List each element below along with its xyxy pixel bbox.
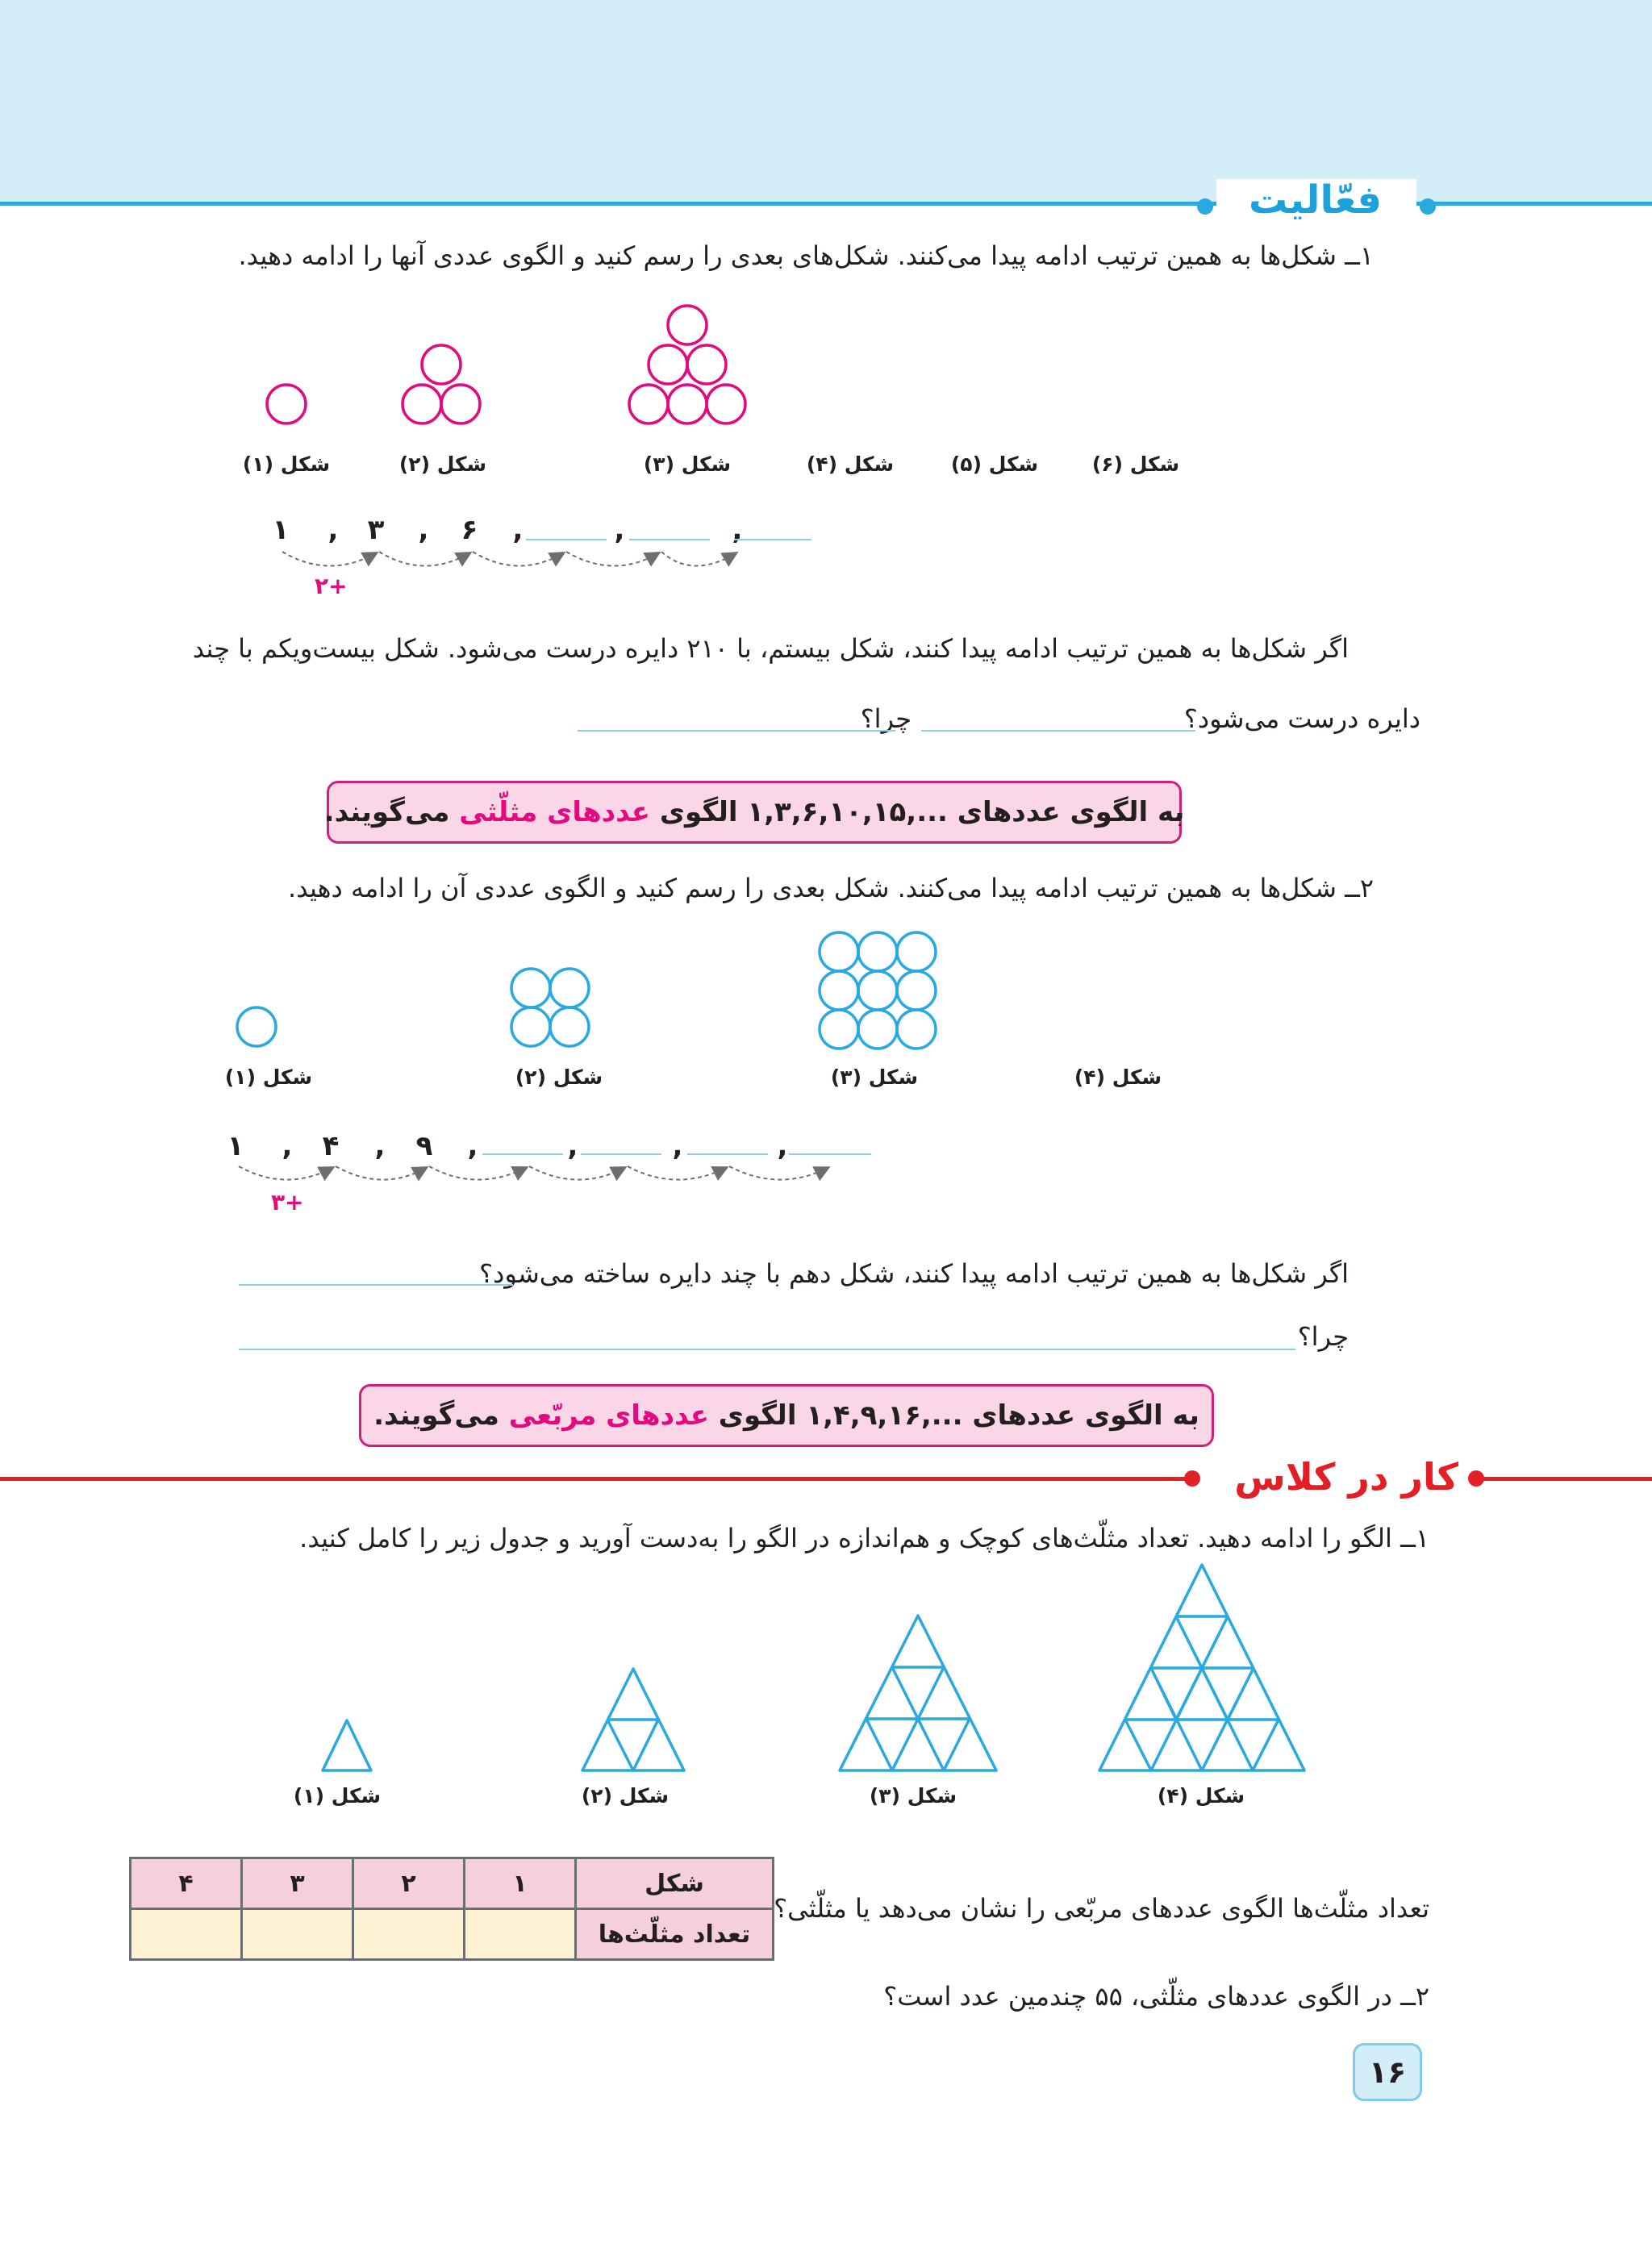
step-arrow [729,1166,828,1180]
definition-suffix: می‌گویند. [373,1399,499,1432]
step-arrow [529,1166,624,1180]
table-header-cell: ۳ [242,1858,353,1909]
sequence-comma: , [614,514,625,546]
table-answer-cell[interactable] [242,1909,353,1960]
triangle-fig1 [323,1720,371,1770]
circle-fig3 [820,932,858,971]
figure-label: شکل (۶) [1091,452,1180,476]
circle-fig3 [858,932,897,971]
circle-fig2 [550,1007,589,1046]
activity-q1-figures [0,298,1652,444]
figure-label: شکل (۳) [643,452,732,476]
classwork-q1-instruction: ۱ــ الگو را ادامه دهید. تعداد مثلّث‌های کوچک و هم‌اندازه در الگو را به‌دست آورید و جدول زیر را کامل کنید. [299,1523,1429,1553]
figure-label: شکل (۳) [830,1065,919,1089]
activity-q2-arrows [0,1153,1652,1202]
sequence-value: ۹ [415,1130,433,1162]
step-arrow [336,1166,426,1180]
table-answer-cell[interactable] [353,1909,465,1960]
table-answer-cell[interactable] [131,1909,242,1960]
step-hint: +۳ [271,1189,304,1216]
circle-fig3 [707,385,745,423]
table-header-cell: ۲ [353,1858,465,1909]
sequence-comma: , [327,514,339,546]
answer-blank[interactable] [239,1284,513,1286]
classwork-q2: ۲ــ در الگوی عددهای مثلّثی، ۵۵ چندمین عدد است؟ [883,1981,1429,2012]
figure-label: شکل (۴) [806,452,895,476]
answer-blank[interactable] [239,1349,1295,1350]
sequence-value: ۱ [272,514,290,546]
step-arrow [282,552,376,566]
sequence-comma: , [282,1130,293,1162]
triangle-fig4-inner [1125,1616,1279,1770]
step-arrow [239,1166,332,1180]
circle-fig3 [858,971,897,1010]
circle-fig2 [511,1007,550,1046]
sequence-value: ۳ [367,514,385,546]
figure-label: شکل (۱) [293,1784,382,1808]
circle-fig1 [237,1007,276,1046]
sequence-comma: , [467,1130,478,1162]
step-arrow [566,552,658,566]
table-answer-cell[interactable] [465,1909,576,1960]
circle-fig3 [820,971,858,1010]
figure-label: شکل (۱) [224,1065,313,1089]
sequence-comma: , [567,1130,578,1162]
table-header-cell: ۱ [465,1858,576,1909]
activity-q2-instruction: ۲ــ شکل‌ها به همین ترتیب ادامه پیدا می‌کنند. شکل بعدی را رسم کنید و الگوی عددی آن را ادامه دهید. [288,873,1374,903]
classwork-triangle-figures [0,1553,1652,1795]
circle-fig2 [511,969,550,1007]
sequence-comma: , [512,514,524,546]
circle-fig3 [897,971,936,1010]
activity-q1-instruction: ۱ــ شکل‌ها به همین ترتیب ادامه پیدا می‌کنند. شکل‌های بعدی را رسم کنید و الگوی عددی آنها را ادامه دهید. [238,240,1374,271]
activity-title: فعّالیت [1249,177,1382,223]
figure-label: شکل (۵) [950,452,1039,476]
triangular-definition [323,781,1185,844]
classwork-q1-question: تعداد مثلّث‌ها الگوی عددهای مربّعی را نشان می‌دهد یا مثلّثی؟ [774,1893,1429,1924]
step-arrow [473,552,563,566]
circle-fig1 [267,385,306,423]
circle-fig2 [422,345,461,384]
definition-highlight: عددهای مثلّثی [459,796,650,828]
triangle-fig3 [840,1616,996,1770]
classwork-dot-right [1468,1470,1484,1487]
step-arrow [429,1166,526,1180]
figure-label: شکل (۴) [1074,1065,1162,1089]
definition-prefix: به الگوی عددهای ...,۱,۳,۶,۱۰,۱۵ الگوی [659,796,1185,828]
circle-fig2 [441,385,480,423]
header-band [0,0,1652,203]
triangle-count-table [129,1857,774,1961]
definition-prefix: به الگوی عددهای ...,۱,۴,۹,۱۶ الگوی [718,1399,1199,1432]
activity-q2-figures [0,919,1652,1065]
step-hint: +۲ [315,573,348,599]
sequence-comma: , [418,514,429,546]
circle-fig3 [897,932,936,971]
activity-q1-question-line2: دایره درست می‌شود؟ [1183,703,1420,734]
answer-blank[interactable] [578,730,895,732]
page-number: ۱۶ [1353,2043,1422,2101]
title-dot-right [1420,198,1436,215]
triangle-fig3-inner [866,1667,970,1770]
circle-fig3 [629,385,668,423]
sequence-comma: , [732,514,743,546]
circle-fig3 [897,1010,936,1049]
activity-q2-question: اگر شکل‌ها به همین ترتیب ادامه پیدا کنند، شکل دهم با چند دایره ساخته می‌شود؟ [479,1258,1349,1289]
circle-fig3 [649,345,687,384]
circle-fig3 [668,306,707,344]
figure-label: شکل (۲) [581,1784,670,1808]
table-row-header: تعداد مثلّث‌ها [576,1909,774,1960]
why-label: چرا؟ [860,703,912,734]
figure-label: شکل (۴) [1157,1784,1245,1808]
definition-highlight: عددهای مربّعی [508,1399,709,1432]
sequence-comma: , [672,1130,683,1162]
sequence-value: ۴ [322,1130,340,1162]
step-arrow [628,1166,726,1180]
step-arrow [661,552,736,566]
circle-fig3 [858,1010,897,1049]
figure-label: شکل (۱) [242,452,331,476]
sequence-comma: , [777,1130,788,1162]
answer-blank[interactable] [921,730,1195,732]
circle-fig2 [403,385,441,423]
classwork-dot-left [1184,1470,1200,1487]
square-definition [359,1384,1214,1447]
circle-fig2 [550,969,589,1007]
figure-label: شکل (۳) [869,1784,957,1808]
triangle-fig2-inner [607,1720,658,1770]
figure-label: شکل (۲) [515,1065,603,1089]
title-dot-left [1197,198,1213,215]
classwork-title: کار در کلاس [1234,1455,1458,1499]
table-header-cell: شکل [576,1858,774,1909]
activity-q1-arrows [0,540,1652,589]
circle-fig3 [687,345,726,384]
sequence-value: ۱ [227,1130,244,1162]
sequence-comma: , [374,1130,386,1162]
definition-suffix: می‌گویند. [323,796,450,828]
activity-q1-question-line1: اگر شکل‌ها به همین ترتیب ادامه پیدا کنند، شکل بیستم، با ۲۱۰ دایره درست می‌شود. شکل بیست‌ویکم با چند [192,633,1349,664]
step-arrow [379,552,469,566]
circle-fig3 [668,385,707,423]
circle-fig3 [820,1010,858,1049]
table-header-cell: ۴ [131,1858,242,1909]
figure-label: شکل (۲) [398,452,487,476]
why-label: چرا؟ [1297,1321,1349,1352]
sequence-value: ۶ [461,514,478,546]
